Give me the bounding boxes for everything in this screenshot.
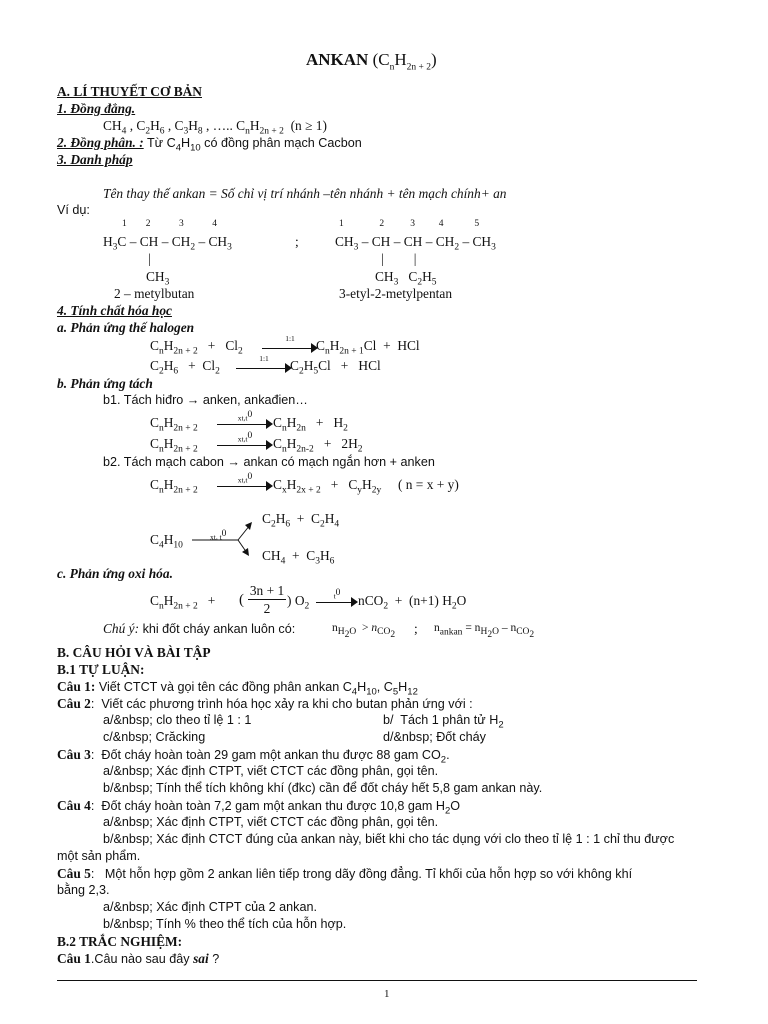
halogen-eq2-condition: 1:1 xyxy=(259,354,269,363)
mc-question-1-label: Câu 1 xyxy=(57,951,91,966)
dehydro-eq1-condition: $xt,t^0$ xyxy=(237,410,253,423)
example2-name: 3-etyl-2-metylpentan xyxy=(339,286,453,301)
question-2-text: : Viết các phương trình hóa học xảy ra khi cho butan phản ứng với : xyxy=(90,697,473,711)
combustion-arrow xyxy=(316,588,358,607)
combustion-o2: $O_2$ xyxy=(294,593,310,612)
dehydro-eq2-arrow xyxy=(217,431,273,450)
title-main: ANKAN xyxy=(306,50,369,69)
example1-atom-numbers: 1 2 3 4 xyxy=(122,219,217,229)
example1-chain: $H_3C$ – CH – $CH_2 - CH_3$ xyxy=(103,234,232,253)
cracking-eq-arrow xyxy=(217,472,273,491)
section-b-heading: B. CÂU HỎI VÀ BÀI TẬP xyxy=(57,645,211,660)
combustion-fraction-numerator: 3n + 1 xyxy=(249,583,285,598)
subsection-1-title: 1. Đồng đẳng. xyxy=(57,101,136,116)
butane-split-arrows xyxy=(190,510,265,560)
question-3-label: Câu 3 xyxy=(57,747,91,762)
question-4-part-b: b/&nbsp; Xác định CTCT đúng của ankan này, biết khi cho tác dụng với clo theo tỉ lệ 1 : 1 chỉ thu được xyxy=(103,832,675,846)
question-2-option-d: d/&nbsp; Đốt cháy xyxy=(383,730,486,744)
question-2 xyxy=(57,696,473,711)
note-text: khi đốt cháy ankan luôn có: xyxy=(139,622,296,636)
question-5 xyxy=(57,866,632,881)
example2-chain: $CH_3$ – CH – CH – $CH_2 - CH_3$ xyxy=(335,234,496,253)
dehydro-eq2-reactant: $C_nH_{2n + 2}$ xyxy=(150,436,198,455)
question-2-option-a: a/&nbsp; clo theo tỉ lệ 1 : 1 xyxy=(103,713,252,727)
combustion-fraction-denominator: 2 xyxy=(248,599,286,616)
question-3-text: : Đốt cháy hoàn toàn 29 gam một ankan thu được 88 gam $CO_2$. xyxy=(90,748,450,766)
essay-heading: B.1 TỰ LUẬN: xyxy=(57,662,145,677)
subsection-2-title: 2. Đồng phân. : xyxy=(57,135,144,150)
dehydrogenation-label: b1. Tách hiđro → anken, ankađien… xyxy=(103,393,308,407)
combustion-open-paren: ( xyxy=(239,592,244,608)
dehydro-eq1-products: $C_nH_{2n} + H_2$ xyxy=(273,415,348,434)
halogen-eq2-products: $C_2H_5Cl$ + HCl xyxy=(290,358,381,377)
dehydro-eq2-condition: $xt,t^0$ xyxy=(237,431,253,444)
combustion-note xyxy=(103,621,295,636)
combustion-condition: $t^0$ xyxy=(333,588,341,601)
question-5-label: Câu 5 xyxy=(57,866,91,881)
question-5-part-b: b/&nbsp; Tính % theo thể tích của hỗn hợp. xyxy=(103,917,347,931)
butane-reactant: $C_4H_{10}$ xyxy=(150,532,183,551)
dehydro-eq2-products: $C_nH_{2n-2} + 2H_2$ xyxy=(273,436,363,455)
question-4-text: : Đốt cháy hoàn toàn 7,2 gam một ankan thu được 10,8 gam $H_2O$ xyxy=(90,799,461,817)
combustion-fraction xyxy=(248,583,286,617)
subsection-4-title: 4. Tính chất hóa học xyxy=(57,303,172,318)
note-label: Chú ý: xyxy=(103,621,140,636)
combustion-reactant: $C_nH_{2n + 2}$ + xyxy=(150,593,216,612)
subsection-3-title: 3. Danh pháp xyxy=(57,152,133,167)
cracking-eq-reactant: $C_nH_{2n + 2}$ xyxy=(150,477,198,496)
butane-cracking-product2: $CH_4 + C_3H_6$ xyxy=(262,548,335,567)
note-formula1: $n_{H_2O} > n_{CO_2}$ xyxy=(332,622,396,641)
note-formula2: $n_{ankan} = n_{H_2O} - n_{CO_2}$ xyxy=(434,622,535,641)
homologous-series: $CH_4$ , $C_2H_6$ , $C_3H_8$ , ….. $C_nH_{2n + 2}$ (n ≥ 1) xyxy=(103,118,327,137)
halogen-eq1-condition: 1:1 xyxy=(285,334,295,343)
cracking-label: b2. Tách mạch cabon → ankan có mạch ngắn hơn + anken xyxy=(103,455,435,469)
subsection-2-body: Từ $C_4H_{10}$ có đồng phân mạch Cacbon xyxy=(143,136,362,154)
question-4-label: Câu 4 xyxy=(57,798,91,813)
mc-question-1-pre: .Câu nào sau đây xyxy=(90,952,194,966)
example2-atom-numbers: 1 2 3 4 5 xyxy=(339,219,480,229)
page-title xyxy=(306,50,437,73)
halogen-eq1-reactants: $C_nH_{2n + 2} + Cl_2$ xyxy=(150,338,243,357)
question-2-option-b: b/ Tách 1 phân tử $H_2$ xyxy=(383,713,504,731)
question-3-part-a: a/&nbsp; Xác định CTPT, viết CTCT các đồng phân, gọi tên. xyxy=(103,764,439,778)
example2-branch-bonds: | | xyxy=(381,251,417,266)
note-separator: ; xyxy=(414,621,418,636)
dehydro-eq1-arrow xyxy=(217,410,273,429)
elimination-title: b. Phản ứng tách xyxy=(57,376,153,391)
example1-branch-bond: | xyxy=(148,251,151,266)
halogen-eq2-arrow xyxy=(236,354,292,373)
question-2-label: Câu 2 xyxy=(57,696,91,711)
butane-cracking-condition: xt, $t^0$ xyxy=(210,529,227,542)
halogen-eq1-arrow xyxy=(262,334,318,353)
combustion-products: nCO$_2$ + (n+1) $H_2O$ xyxy=(358,593,467,612)
naming-rule: Tên thay thế ankan = Số chỉ vị trí nhánh –tên nhánh + tên mạch chính+ an xyxy=(103,186,507,201)
question-5-part-a: a/&nbsp; Xác định CTPT của 2 ankan. xyxy=(103,900,317,914)
question-1-label: Câu 1: xyxy=(57,679,96,694)
example1-name: 2 – metylbutan xyxy=(114,286,195,301)
combustion-oxygen: ) $O_2$ xyxy=(287,593,310,612)
example2-branches: $CH_3$ $C_2H_5$ xyxy=(375,269,437,288)
dehydro-eq1-reactant: $C_nH_{2n + 2}$ xyxy=(150,415,198,434)
question-4-part-a: a/&nbsp; Xác định CTPT, viết CTCT các đồng phân, gọi tên. xyxy=(103,815,439,829)
question-5-cont: bằng 2,3. xyxy=(57,883,110,897)
question-1-text: Viết CTCT và gọi tên các đồng phân ankan $C_4H_{10}$, $C_5H_{12}$ xyxy=(95,680,418,698)
multiple-choice-heading: B.2 TRẮC NGHIỆM: xyxy=(57,934,183,949)
halogen-eq2-reactants: $C_2H_6 + Cl_2$ xyxy=(150,358,220,377)
section-a-heading: A. LÍ THUYẾT CƠ BẢN xyxy=(57,84,202,99)
footer-divider xyxy=(57,980,697,981)
example-separator: ; xyxy=(295,234,299,249)
oxidation-title: c. Phản ứng oxi hóa. xyxy=(57,566,173,581)
example-label: Ví dụ: xyxy=(57,203,90,217)
cracking-eq-condition: $xt,t^0$ xyxy=(237,472,253,485)
halogen-substitution-title: a. Phản ứng thế halogen xyxy=(57,320,195,335)
question-4-part-b-cont: một sản phẩm. xyxy=(57,849,141,863)
question-3-part-b: b/&nbsp; Tính thể tích không khí (đkc) cần để đốt cháy hết 5,8 gam ankan này. xyxy=(103,781,543,795)
page-number: 1 xyxy=(384,988,390,1000)
mc-question-1-emphasis: sai xyxy=(193,951,209,966)
question-2-option-c: c/&nbsp; Crăcking xyxy=(103,730,206,744)
mc-question-1-post: ? xyxy=(208,952,220,966)
example1-branch: $CH_3$ xyxy=(146,269,170,288)
mc-question-1 xyxy=(57,951,219,966)
question-5-text: : Một hỗn hợp gồm 2 ankan liên tiếp trong dãy đồng đẳng. Tỉ khối của hỗn hợp so với không khí xyxy=(90,867,633,881)
cracking-eq-products: $C_xH_{2x + 2} + C_yH_{2y}$ ( n = x + y) xyxy=(273,477,459,496)
butane-cracking-product1: $C_2H_6 + C_2H_4$ xyxy=(262,511,340,530)
halogen-eq1-products: $C_nH_{2n + 1}Cl$ + HCl xyxy=(316,338,420,357)
title-formula: $(C_nH_{2n + 2})$ xyxy=(372,50,437,73)
